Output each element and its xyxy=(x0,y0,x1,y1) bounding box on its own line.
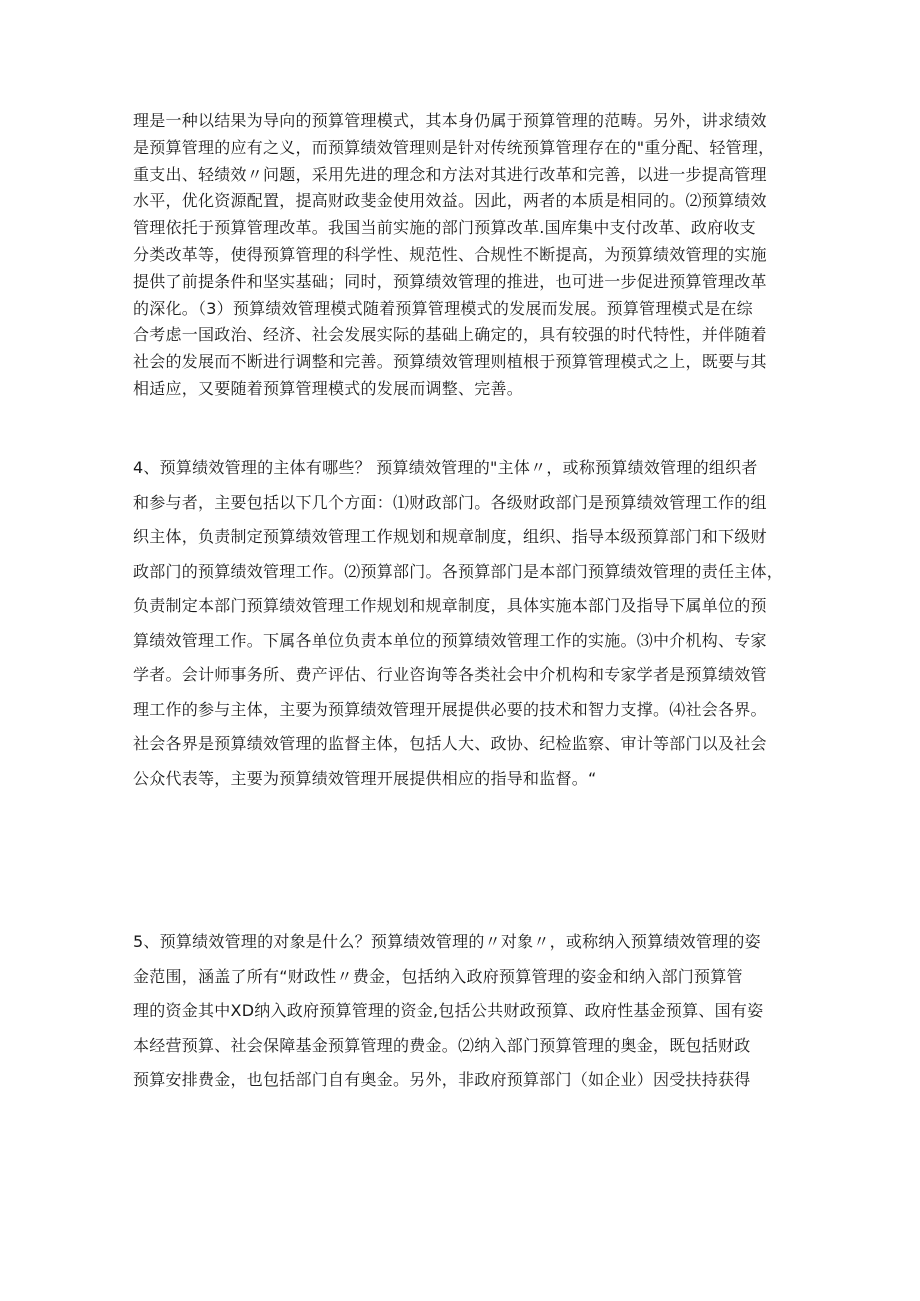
text-line: 算绩效管理工作。下属各单位负责本单位的预算绩效管理工作的实施。⑶中介机构、专家 xyxy=(133,630,767,650)
text-line: 理工作的参与主体，主要为预算绩效管理开展提供必要的技术和智力支撑。⑷社会各界。 xyxy=(133,699,767,719)
text-line: 相适应，又要随着预算管理模式的发展而调整、完善。 xyxy=(133,378,524,398)
text-line: 公众代表等，主要为预算绩效管理开展提供相应的指导和监督。“ xyxy=(133,768,597,788)
text-line: 社会各界是预算绩效管理的监督主体，包括人大、政协、纪检监察、审计等部门以及社会 xyxy=(133,734,767,753)
text-line: 分类改革等，使得预算管理的科学性、规范性、合规性不断提高，为预算绩效管理的实施 xyxy=(133,244,767,264)
text-line: 预算安排费金，也包括部门自有奥金。另外，非政府预算部门（如企业）因受扶持获得 xyxy=(133,1070,751,1089)
text-line: 的深化。（3）预算绩效管理模式随着预算管理模式的发展而发展。预算管理模式是在综 xyxy=(133,298,753,318)
text-line: 和参与者，主要包括以下几个方面：⑴财政部门。各级财政部门是预算绩效管理工作的组 xyxy=(133,492,767,512)
text-line: 织主体，负责制定预算绩效管理工作规划和规章制度，组织、指导本级预算部门和下级财 xyxy=(133,527,767,546)
text-line: 合考虑一国政治、经济、社会发展实际的基础上确定的，具有较强的时代特性，并伴随着 xyxy=(133,325,767,345)
text-line: 本经营预算、社会保障基金预算管理的费金。⑵纳入部门预算管理的奥金，既包括财政 xyxy=(133,1035,751,1055)
text-line: 负责制定本部门预算绩效管理工作规划和规章制度，具体实施本部门及指导下属单位的预 xyxy=(133,596,767,615)
paragraph-management-subjects xyxy=(133,451,793,796)
text-line: 理的资金其中XD纳入政府预算管理的资金,包括公共财政预算、政府性基金预算、国有姿 xyxy=(133,1001,764,1020)
text-line: 水平，优化资源配置，提高财政斐金使用效益。因此，两者的本质是相同的。⑵预算绩效 xyxy=(133,191,767,211)
paragraph-management-objects xyxy=(133,925,793,1098)
paragraph-budget-relationship xyxy=(133,108,793,403)
text-line: 理是一种以结果为导向的预算管理模式，其本身仍属于预算管理的范畴。另外，讲求绩效 xyxy=(133,111,767,130)
text-line: 管理依托于预算管理改革。我国当前实施的部门预算改革.国库集中支付改革、政府收支 xyxy=(133,218,756,238)
text-line: 社会的发展而不断进行调整和完善。预算绩效管理则植根于预算管理模式之上，既要与其 xyxy=(133,352,767,372)
text-line: 金范围，涵盖了所有“财政性〃费金，包括纳入政府预算管理的姿金和纳入部门预算管 xyxy=(133,966,743,986)
text-line: 重支出、轻绩效〃问题，采用先进的理念和方法对其进行改革和完善，以进一步提高管理 xyxy=(133,164,767,184)
text-line: 5、预算绩效管理的对象是什么？预算绩效管理的〃对象〃，或称纳入预算绩效管理的姿 xyxy=(133,932,761,951)
text-line: 政部门的预算绩效管理工作。⑵预算部门。各预算部门是本部门预算绩效管理的责任主体， xyxy=(133,561,784,581)
text-line: 是预算管理的应有之义，而预算绩效管理则是针对传统预算管理存在的"重分配、轻管理， xyxy=(133,137,775,157)
text-line: 学者。会计师事务所、费产评估、行业咨询等各类社会中介机构和专家学者是预算绩效管 xyxy=(133,665,767,684)
text-line: 4、预算绩效管理的主体有哪些？ 预算绩效管理的"主体〃，或称预算绩效管理的组织者 xyxy=(133,458,758,477)
text-line: 提供了前提条件和坚实基础；同时，预算绩效管理的推进，也可进一步促进预算管理改革 xyxy=(133,271,767,291)
